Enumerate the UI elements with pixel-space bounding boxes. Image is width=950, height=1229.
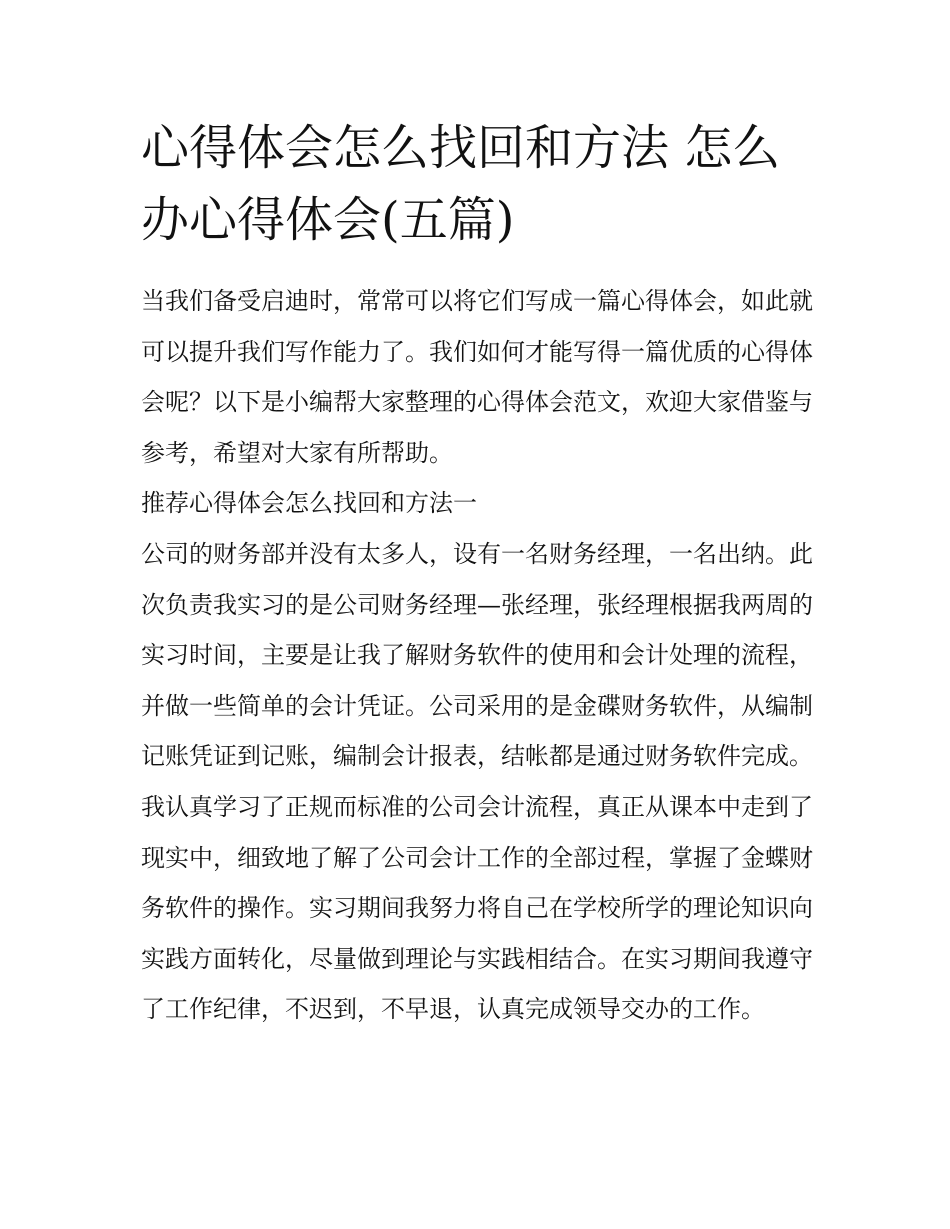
document-body (141, 276, 813, 1035)
body-paragraph: 公司的财务部并没有太多人，设有一名财务经理，一名出纳。此次负责我实习的是公司财务经理—张经理，张经理根据我两周的实习时间，主要是让我了解财务软件的使用和会计处理的流程，并做一些简单的会计凭证。公司采用的是金碟财务软件，从编制记账凭证到记账，编制会计报表，结帐都是通过财务软件完成。我认真学习了正规而标准的公司会计流程，真正从课本中走到了现实中，细致地了解了公司会计工作的全部过程，掌握了金蝶财务软件的操作。实习期间我努力将自己在学校所学的理论知识向实践方面转化，尽量做到理论与实践相结合。在实习期间我遵守了工作纪律，不迟到，不早退，认真完成领导交办的工作。 (141, 539, 813, 1024)
section-heading: 推荐心得体会怎么找回和方法一 (141, 489, 477, 518)
intro-paragraph: 当我们备受启迪时，常常可以将它们写成一篇心得体会，如此就可以提升我们写作能力了。我们如何才能写得一篇优质的心得体会呢？以下是小编帮大家整理的心得体会范文，欢迎大家借鉴与参考，希望对大家有所帮助。 (141, 287, 813, 467)
document-content (141, 112, 813, 1035)
document-title: 心得体会怎么找回和方法 怎么办心得体会(五篇) (141, 120, 781, 248)
